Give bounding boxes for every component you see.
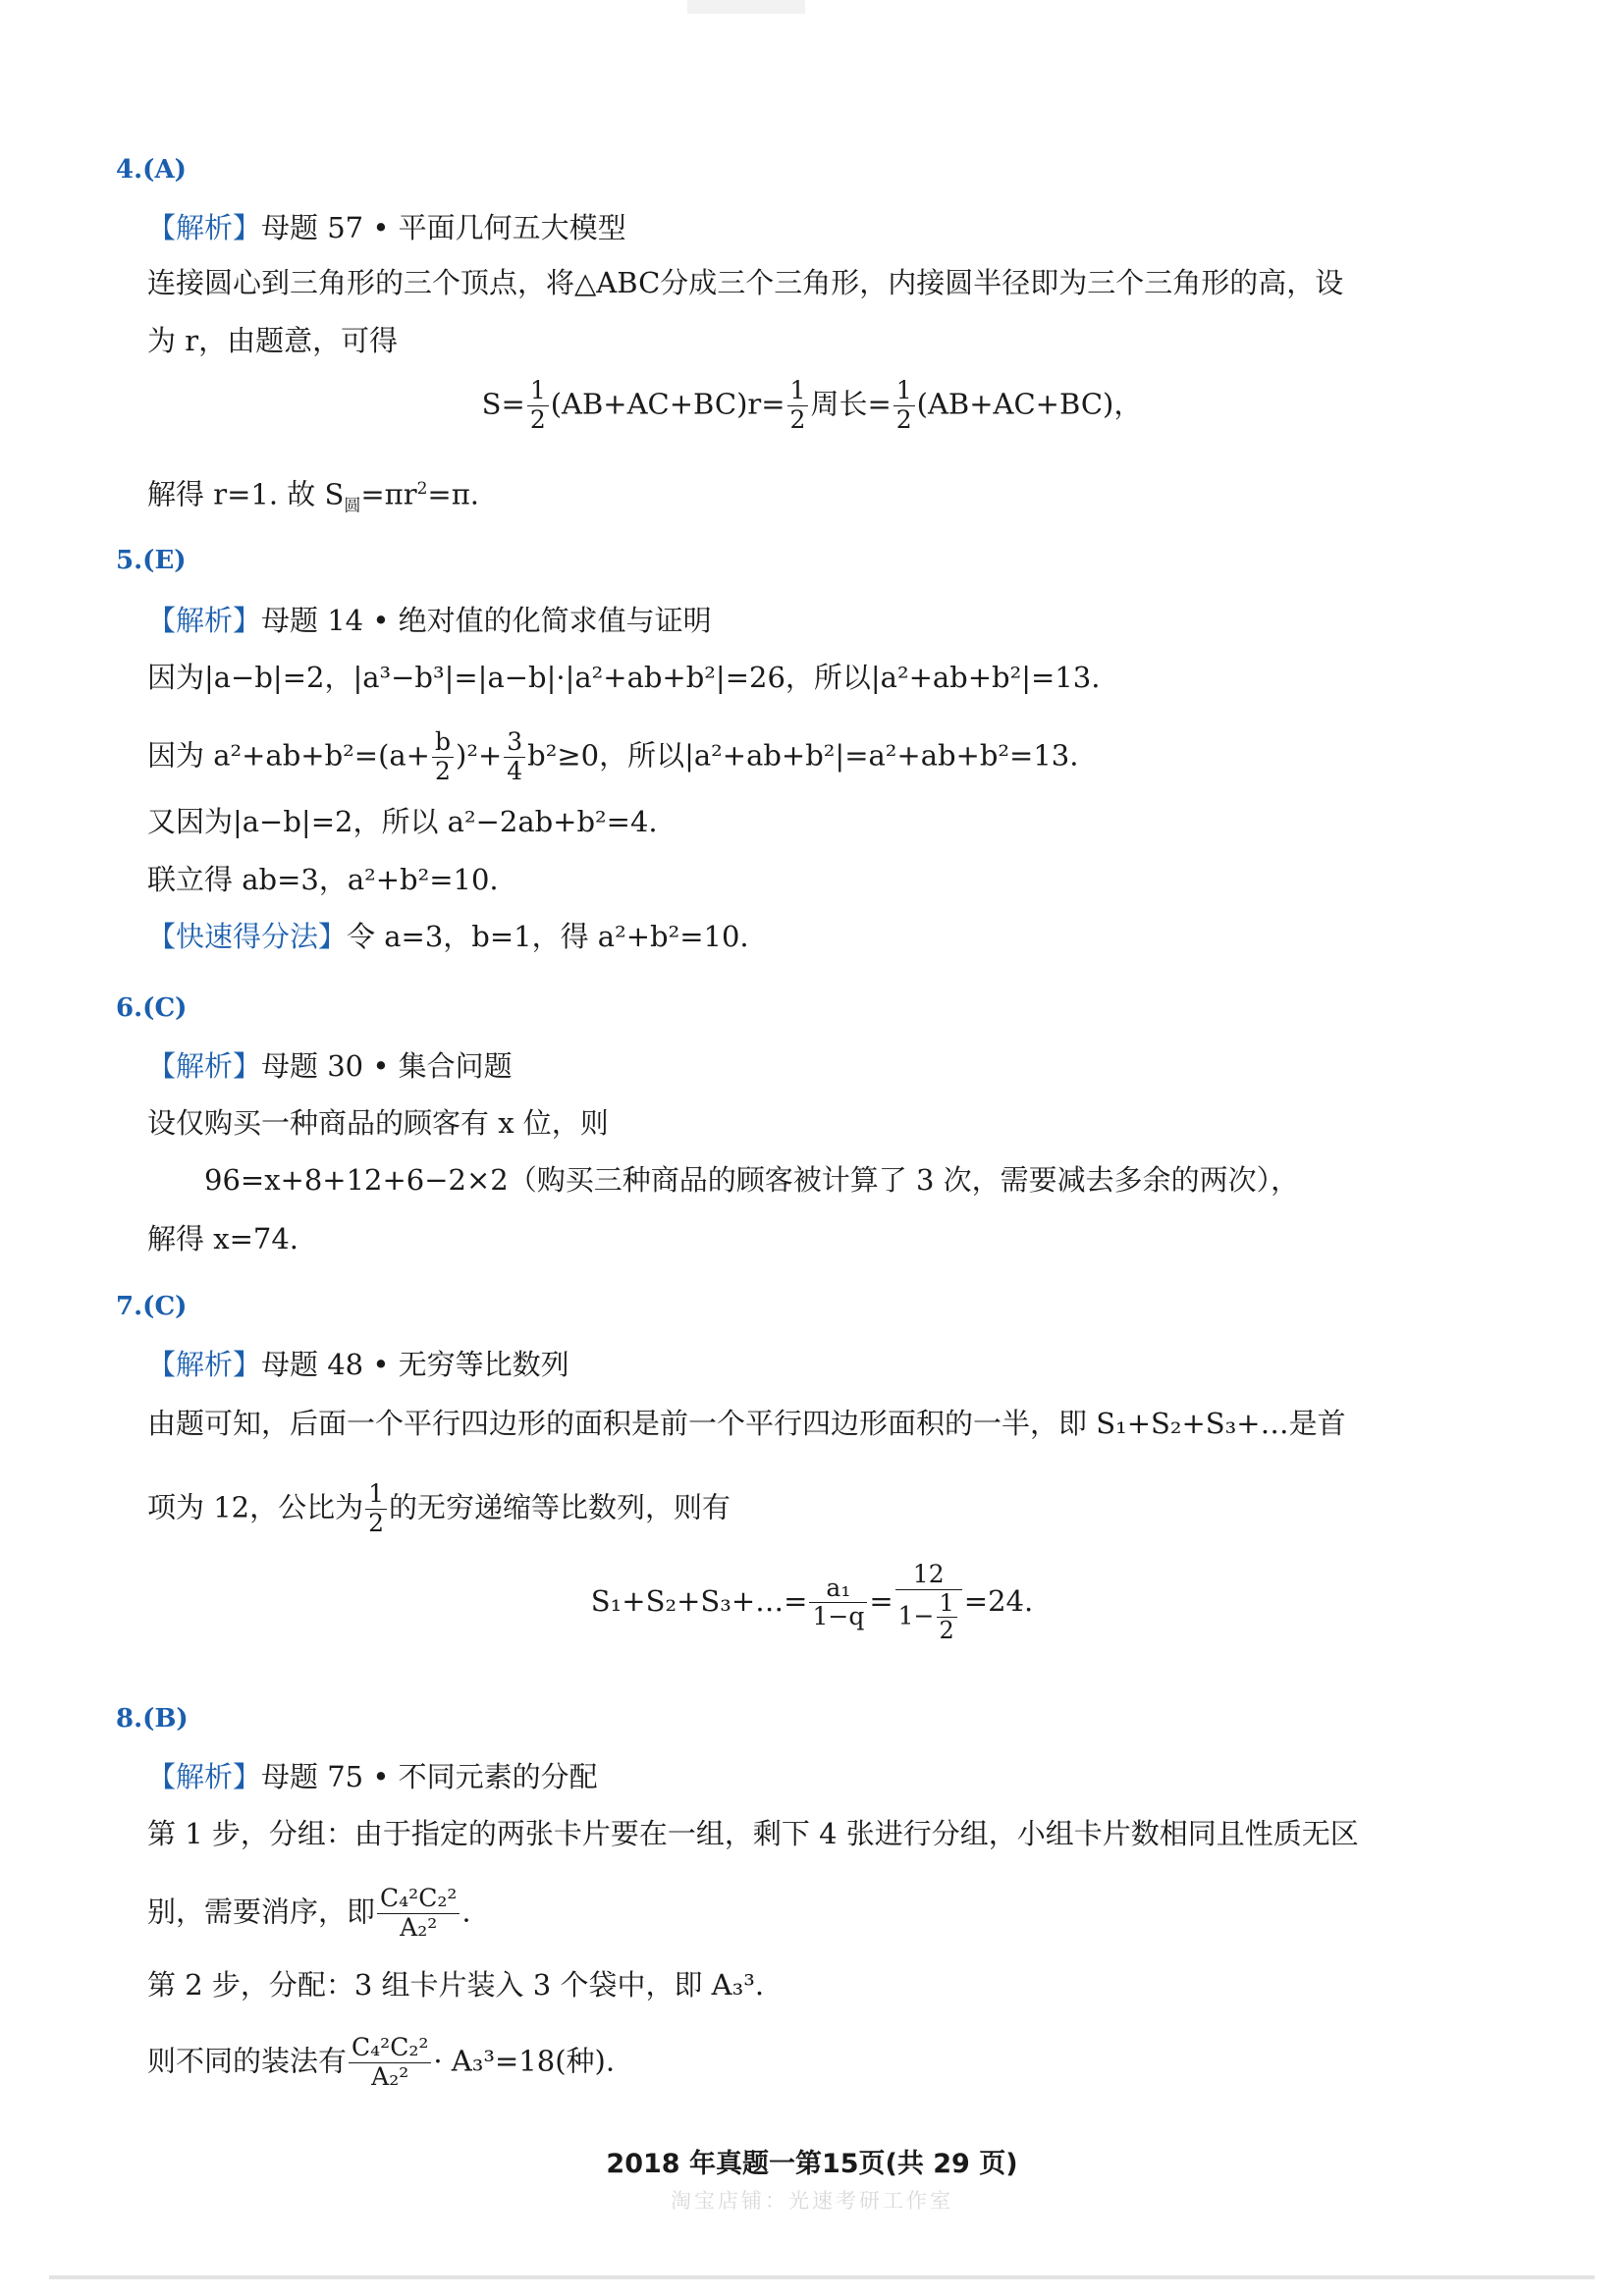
eq-text: 项为 12，公比为 [147,1490,364,1524]
denominator: A₂² [400,1912,438,1942]
q6-line-1: 设仅购买一种商品的顾客有 x 位，则 [147,1106,609,1140]
numerator: 1 [365,1480,387,1510]
eq-text: 周长= [810,387,892,421]
fraction [432,728,454,786]
numerator: 1 [527,377,549,406]
q5-analysis-line [147,599,712,642]
superscript: 2 [416,479,428,499]
denominator: 2 [435,756,451,785]
q7-line-1: 由题可知，后面一个平行四边形的面积是前一个平行四边形面积的一半，即 S₁+S₂+S₃+…是首 [147,1407,1346,1440]
fraction [809,1575,867,1632]
numerator: 3 [504,728,525,758]
numerator: b [432,728,454,758]
fraction [377,1885,460,1943]
eq-text: =πr [360,477,417,511]
q8-analysis-line [147,1755,598,1798]
q5-line-2 [147,728,1078,786]
q4-result [147,467,479,527]
eq-text: )²+ [456,738,503,773]
q7-line-2 [147,1480,731,1538]
q5-fast-text: 令 a=3，b=1，得 a²+b²=10. [347,920,749,953]
eq-text: =24. [963,1583,1034,1618]
watermark: 淘宝店铺：光速考研工作室 [671,2189,953,2213]
fraction [349,2034,431,2092]
fraction [504,728,525,786]
q5-line-3: 又因为|a−b|=2，所以 a²−2ab+b²=4. [147,805,658,838]
numerator: C₄²C₂² [377,1885,460,1914]
q8-line-2 [147,1885,471,1943]
denominator: 4 [507,756,523,785]
eq-text: 别，需要消序，即 [147,1895,376,1929]
denominator: 2 [895,404,912,434]
q7-analysis-line [147,1343,569,1386]
analysis-tag: 【解析】 [147,604,262,637]
q4-paragraph-2: 为 r，由题意，可得 [147,324,399,357]
q6-title: 母题 30 • 集合问题 [261,1049,513,1083]
denominator [895,1590,962,1645]
eq-text: = [869,1583,893,1618]
analysis-tag: 【解析】 [147,1049,262,1083]
numerator: 12 [895,1561,962,1590]
scan-edge [49,2275,1595,2279]
question-6-number: 6.(C) [116,993,188,1023]
eq-text: 1− [897,1601,935,1630]
analysis-tag: 【解析】 [147,211,262,244]
q5-title: 母题 14 • 绝对值的化简求值与证明 [261,604,712,637]
denominator: 2 [789,404,806,434]
q8-line-1: 第 1 步，分组：由于指定的两张卡片要在一组，剩下 4 张进行分组，小组卡片数相同且性质无区 [147,1817,1359,1850]
question-8-number: 8.(B) [116,1704,189,1734]
eq-text: (AB+AC+BC)， [916,387,1143,421]
eq-text: S₁+S₂+S₃+…= [590,1583,808,1618]
numerator: 1 [787,377,809,406]
numerator: C₄²C₂² [349,2034,431,2063]
fraction [893,377,915,435]
eq-text: =π. [427,477,479,511]
analysis-tag: 【解析】 [147,1348,262,1381]
denominator: A₂² [371,2061,409,2091]
q8-line-3: 第 2 步，分配：3 组卡片装入 3 个袋中，即 A₃³. [147,1968,765,2002]
q4-equation [0,377,1624,435]
q5-fast-line [147,915,749,958]
q6-line-3: 解得 x=74. [147,1222,298,1255]
eq-text: b²≥0，所以|a²+ab+b²|=a²+ab+b²=13. [527,738,1079,773]
page-footer: 2018 年真题一第15页(共 29 页) [606,2149,1018,2179]
eq-text: S= [481,387,525,421]
eq-text: 的无穷递缩等比数列，则有 [389,1490,731,1524]
question-4-number: 4.(A) [116,155,187,185]
numerator: 1 [937,1590,957,1619]
question-5-number: 5.(E) [116,546,187,575]
q4-paragraph-1: 连接圆心到三角形的三个顶点，将△ABC分成三个三角形，内接圆半径即为三个三角形的高，设 [147,266,1344,299]
numerator: 1 [893,377,915,406]
q8-line-4 [147,2034,615,2092]
eq-text: 解得 r=1. 故 S [147,477,345,511]
q5-line-4: 联立得 ab=3，a²+b²=10. [147,863,499,896]
fast-method-tag: 【快速得分法】 [147,920,348,953]
q6-analysis-line [147,1044,513,1088]
fraction [937,1590,957,1645]
eq-text: 则不同的装法有 [147,2044,348,2078]
fraction [895,1561,962,1645]
q5-line-1: 因为|a−b|=2，|a³−b³|=|a−b|·|a²+ab+b²|=26，所以|a²+ab+b²|=13. [147,661,1101,694]
eq-text: (AB+AC+BC)r= [550,387,785,421]
q6-line-2: 96=x+8+12+6−2×2（购买三种商品的顾客被计算了 3 次，需要减去多余的两次）， [204,1163,1300,1197]
q7-title: 母题 48 • 无穷等比数列 [261,1348,569,1381]
scan-mark [687,0,805,14]
eq-text: . [461,1895,471,1929]
fraction [365,1480,387,1538]
numerator: a₁ [809,1575,867,1604]
q4-title: 母题 57 • 平面几何五大模型 [261,211,626,244]
q8-title: 母题 75 • 不同元素的分配 [261,1760,598,1793]
analysis-tag: 【解析】 [147,1760,262,1793]
question-7-number: 7.(C) [116,1292,188,1321]
subscript: 圆 [344,496,361,516]
denominator: 2 [368,1508,385,1537]
fraction [787,377,809,435]
eq-text: 因为 a²+ab+b²=(a+ [147,738,430,773]
fraction [527,377,549,435]
q7-equation [0,1561,1624,1645]
denominator: 1−q [812,1602,865,1631]
denominator: 2 [529,404,546,434]
eq-text: · A₃³=18(种). [433,2044,616,2078]
q4-analysis-line [147,206,626,249]
denominator: 2 [939,1617,954,1645]
